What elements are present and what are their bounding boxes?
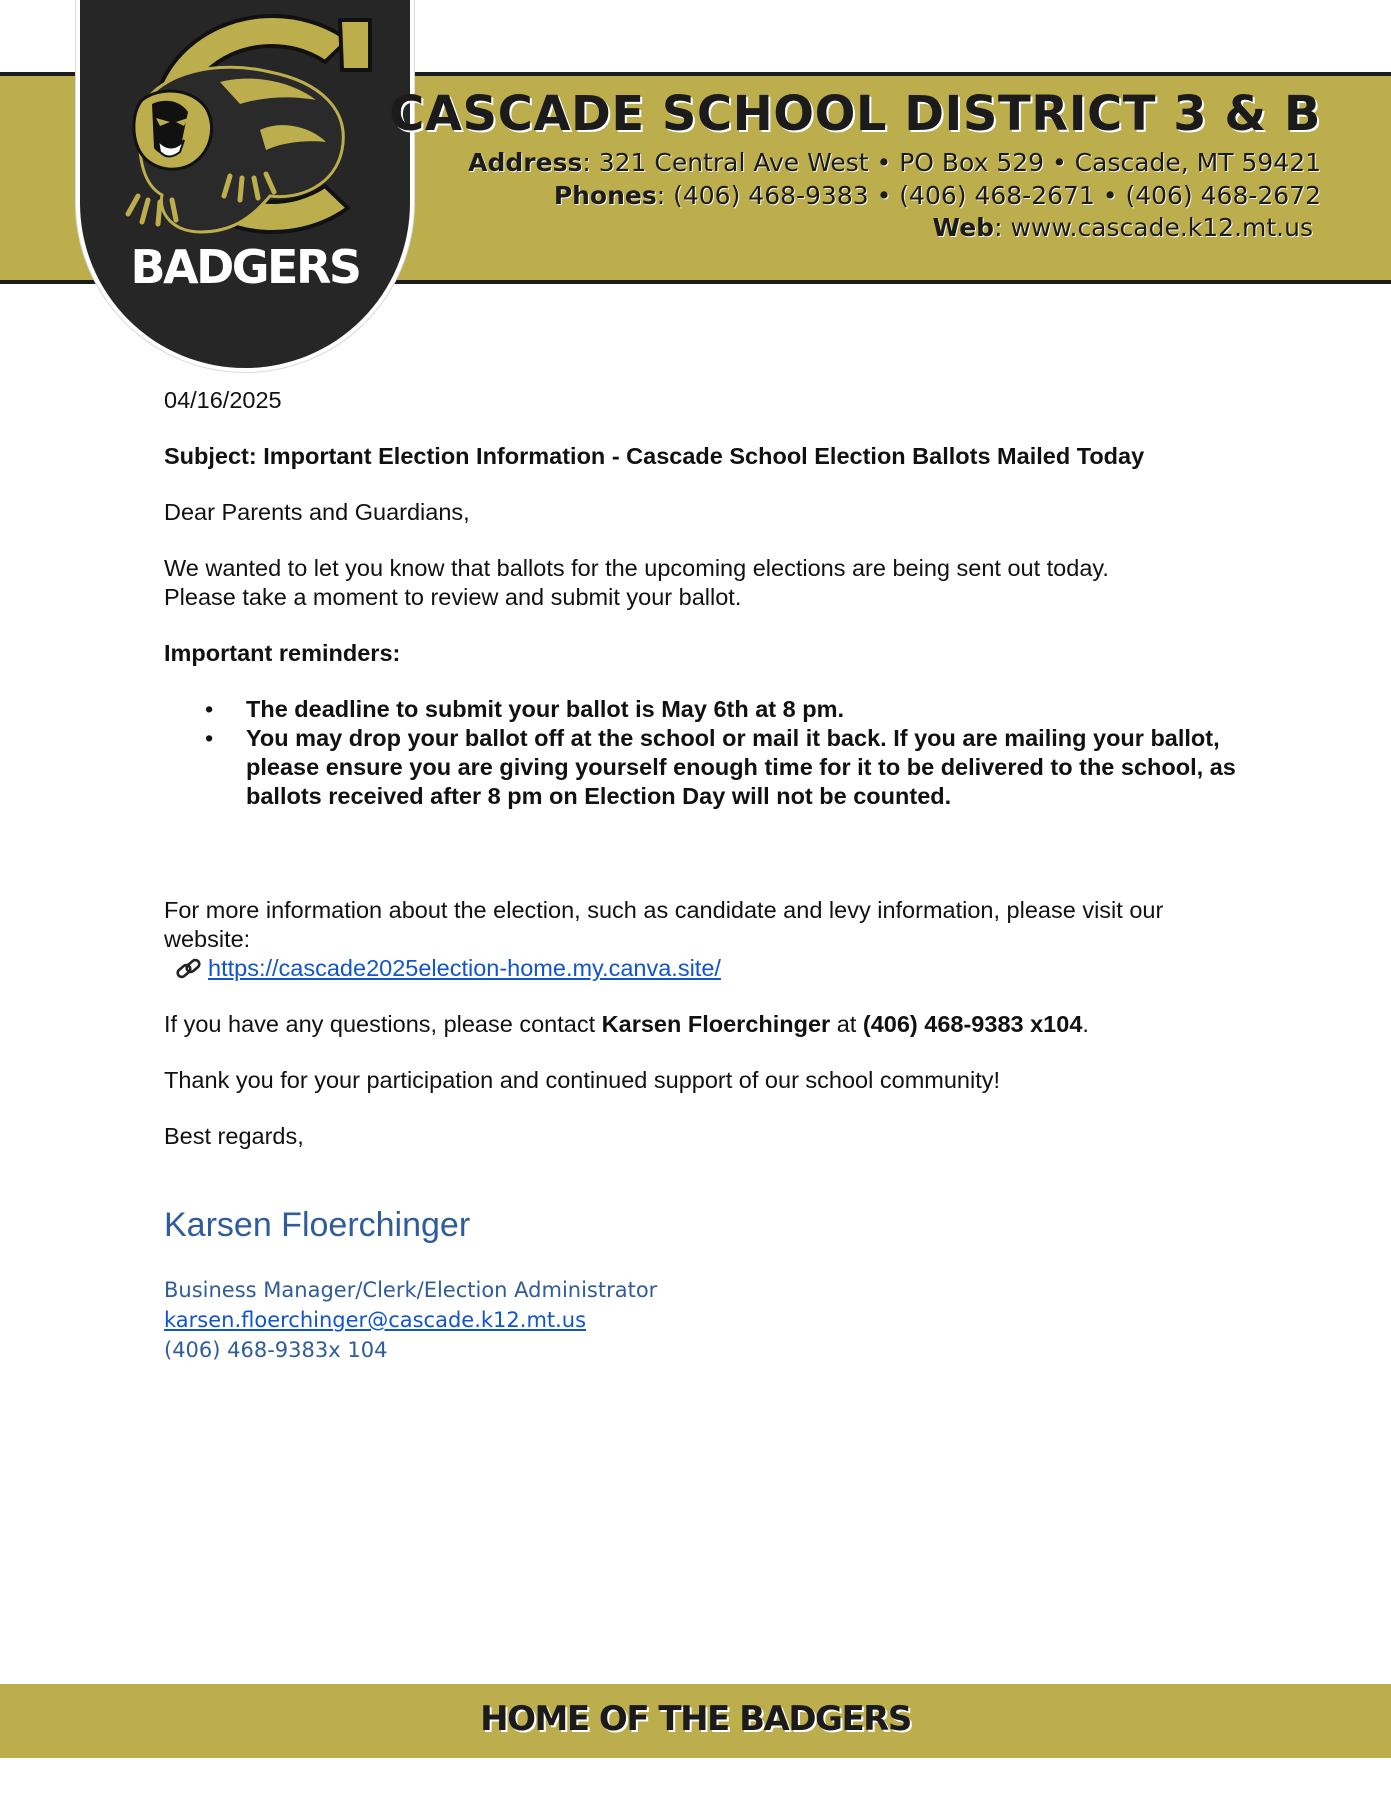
signature-phone: (406) 468-9383x 104 bbox=[164, 1338, 388, 1362]
election-link-row bbox=[174, 954, 1244, 983]
contact-phone: (406) 468-9383 x104 bbox=[862, 1011, 1083, 1037]
school-logo-shield bbox=[76, 0, 414, 372]
intro-line-1: We wanted to let you know that ballots for the upcoming elections are being sent out today. bbox=[164, 555, 1109, 581]
web-line bbox=[933, 213, 1313, 242]
web-value: : www.cascade.k12.mt.us bbox=[994, 213, 1313, 242]
contact-name: Karsen Floerchinger bbox=[601, 1011, 831, 1037]
address-value: : 321 Central Ave West • PO Box 529 • Cascade, MT 59421 bbox=[582, 148, 1321, 177]
signature-title: Business Manager/Clerk/Election Administrator bbox=[164, 1278, 658, 1302]
footer-band bbox=[0, 1684, 1391, 1758]
logo-wordmark: BADGERS bbox=[130, 240, 360, 294]
letter-greeting: Dear Parents and Guardians, bbox=[164, 499, 470, 525]
phones-line bbox=[554, 181, 1321, 210]
phones-value: : (406) 468-9383 • (406) 468-2671 • (406) 468-2672 bbox=[656, 181, 1321, 210]
phones-label: Phones bbox=[553, 181, 657, 210]
address-line bbox=[468, 148, 1321, 177]
district-name: CASCADE SCHOOL DISTRICT 3 & B bbox=[389, 86, 1321, 142]
thanks-text: Thank you for your participation and continued support of our school community! bbox=[164, 1067, 1001, 1093]
reminders-list bbox=[164, 695, 1244, 811]
badger-logo-icon bbox=[80, 0, 410, 372]
questions-mid: at bbox=[830, 1011, 863, 1037]
election-website-link[interactable]: https://cascade2025election-home.my.canva.site/ bbox=[208, 955, 721, 981]
link-icon bbox=[174, 956, 204, 982]
list-item: • You may drop your ballot off at the school or mail it back. If you are mailing your ballot, please ensure you are giving yourself enough time for it to be delivered to the school, as ballots received after 8 pm on Election Day will not be counted. bbox=[246, 724, 1244, 811]
footer-tagline: HOME OF THE BADGERS bbox=[480, 1699, 911, 1739]
letter-date: 04/16/2025 bbox=[164, 387, 282, 413]
closing-text: Best regards, bbox=[164, 1123, 304, 1149]
questions-text bbox=[164, 1010, 1244, 1039]
more-info-text: For more information about the election, such as candidate and levy information, please visit our website: bbox=[164, 897, 1164, 952]
letter-intro bbox=[164, 554, 1244, 612]
signature-block bbox=[164, 1275, 1244, 1365]
questions-prefix: If you have any questions, please contact bbox=[164, 1011, 602, 1037]
address-label: Address bbox=[468, 148, 583, 177]
questions-suffix: . bbox=[1082, 1011, 1089, 1037]
intro-line-2: Please take a moment to review and submit your ballot. bbox=[164, 584, 742, 610]
letter-body bbox=[164, 386, 1244, 1365]
reminders-heading: Important reminders: bbox=[164, 640, 401, 666]
signature-name: Karsen Floerchinger bbox=[164, 1206, 471, 1244]
list-item: • The deadline to submit your ballot is May 6th at 8 pm. bbox=[246, 695, 1244, 724]
web-label: Web bbox=[932, 213, 995, 242]
signature-email-link[interactable]: karsen.floerchinger@cascade.k12.mt.us bbox=[164, 1308, 587, 1332]
letter-subject: Subject: Important Election Information - Cascade School Election Ballots Mailed Today bbox=[164, 443, 1145, 469]
